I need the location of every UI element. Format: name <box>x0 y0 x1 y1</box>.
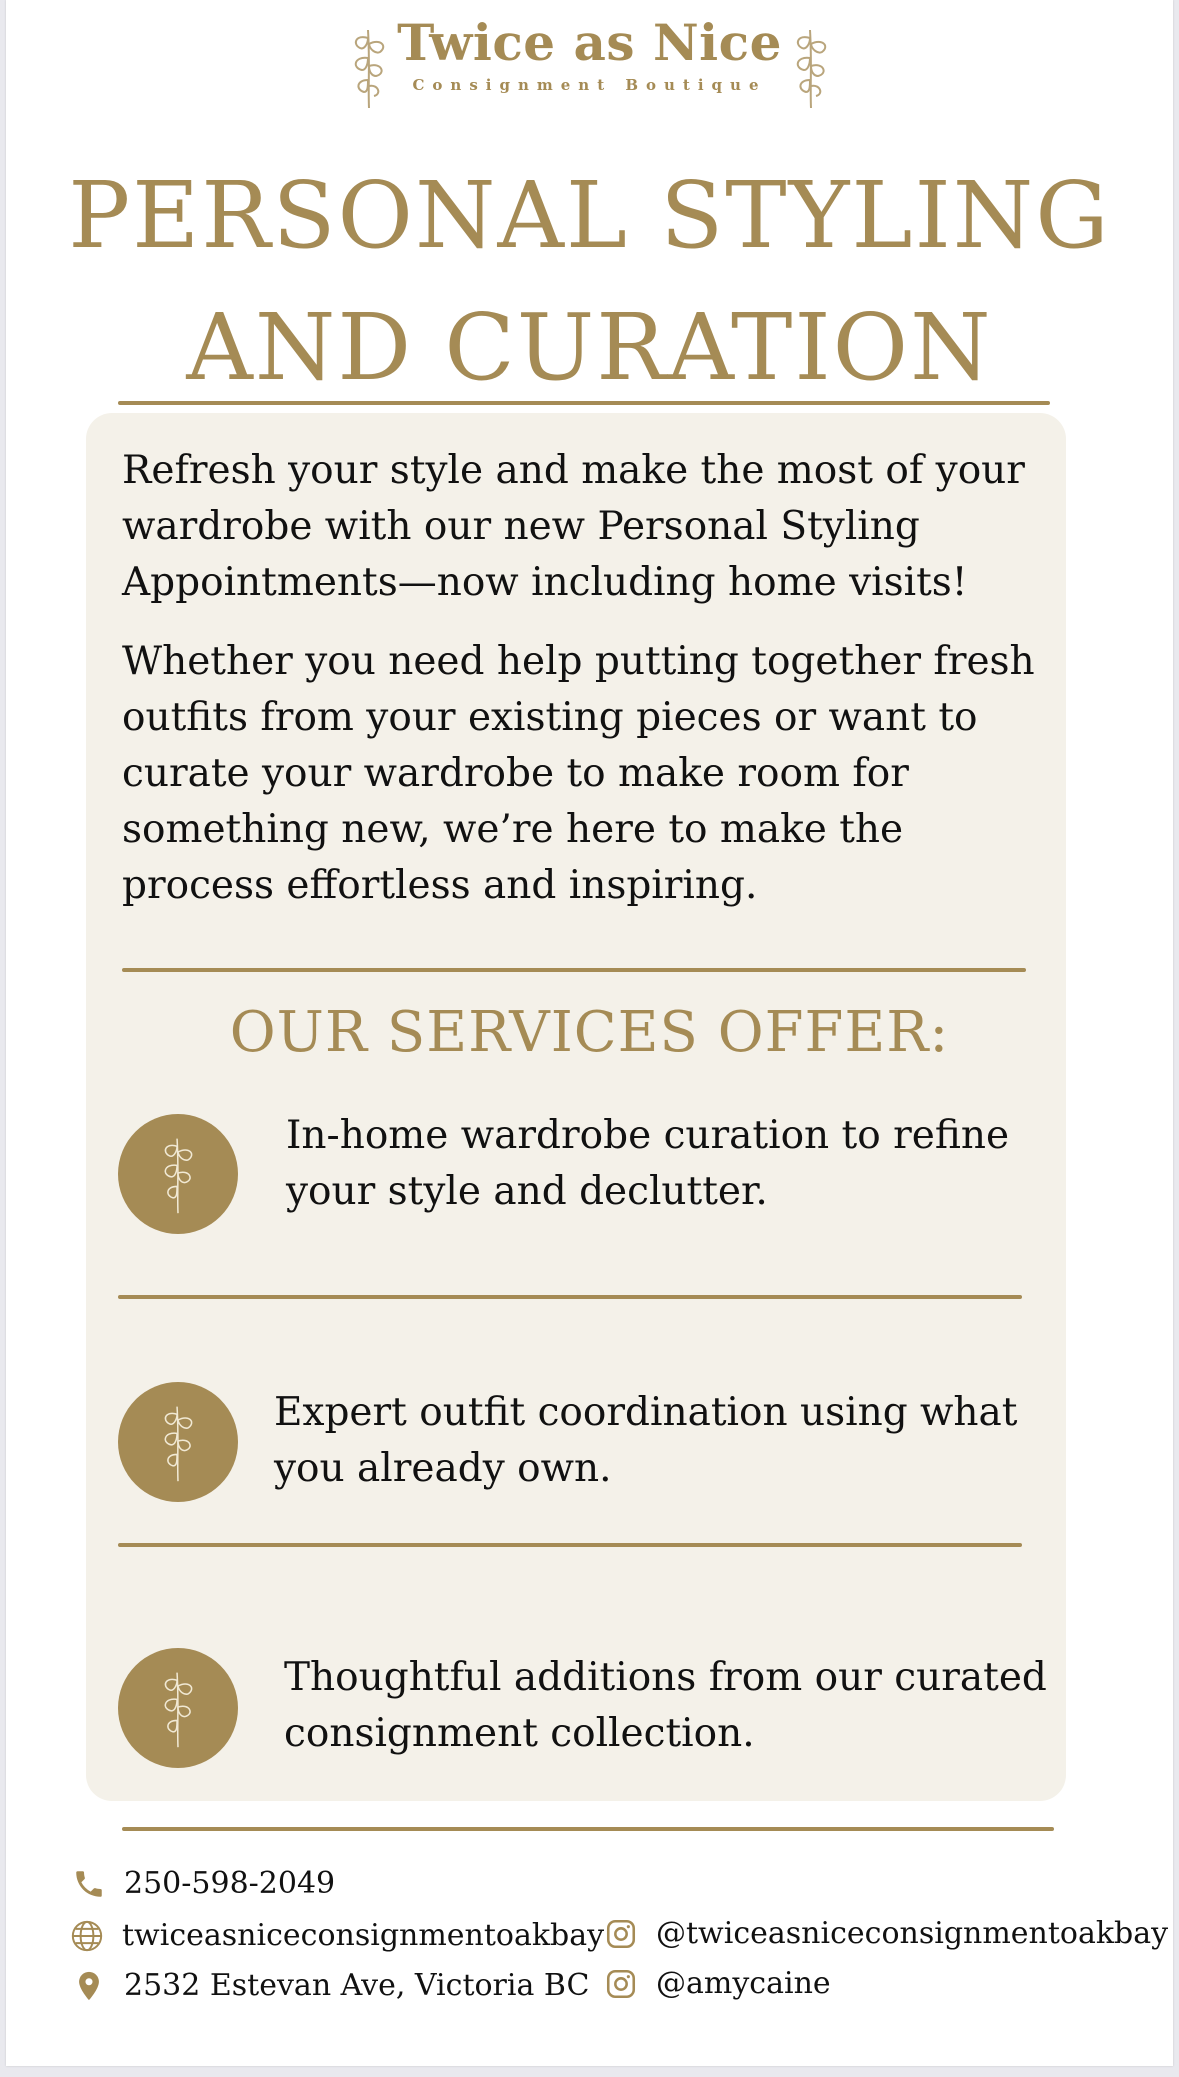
instagram-icon <box>604 1967 638 2001</box>
phone-icon <box>72 1867 106 1901</box>
contact-instagram-2[interactable] <box>604 1966 831 2001</box>
service-2-sprig-icon <box>118 1382 238 1502</box>
content-card <box>86 413 1066 1801</box>
services-title: OUR SERVICES OFFER: <box>229 1000 950 1065</box>
website-text: twiceasniceconsignmentoakbay <box>122 1918 605 1953</box>
divider-service-1 <box>118 1295 1022 1299</box>
location-pin-icon <box>72 1969 106 2003</box>
page-title-line-1: PERSONAL STYLING <box>68 162 1111 269</box>
address-text: 2532 Estevan Ave, Victoria BC <box>124 1968 590 2003</box>
logo-title: Twice as Nice <box>397 13 782 72</box>
logo-subtitle: Consignment Boutique <box>412 76 767 94</box>
service-3-text: Thoughtful additions from our curated consignment collection. <box>284 1655 1047 1756</box>
service-1-text: In-home wardrobe curation to refine your style and declutter. <box>286 1113 1010 1214</box>
intro-paragraph-1: Refresh your style and make the most of your wardrobe with our new Personal Styling Appointments—now including home visits! <box>122 448 1025 605</box>
divider-bottom <box>122 1827 1054 1831</box>
divider-top <box>118 401 1050 405</box>
flyer-page <box>6 0 1173 2066</box>
service-1-sprig-icon <box>118 1114 238 1234</box>
phone-number: 250-598-2049 <box>124 1866 336 1901</box>
divider-services <box>122 968 1026 972</box>
instagram-handle-1: @twiceasniceconsignmentoakbay <box>656 1916 1169 1951</box>
contact-instagram-1[interactable] <box>604 1916 1168 1951</box>
logo <box>6 13 1173 94</box>
service-3-sprig-icon <box>118 1648 238 1768</box>
instagram-handle-2: @amycaine <box>656 1966 831 2001</box>
instagram-icon <box>604 1917 638 1951</box>
divider-service-2 <box>118 1543 1022 1547</box>
service-2-text: Expert outfit coordination using what you already own. <box>274 1390 1018 1491</box>
page-title <box>6 150 1173 414</box>
contact-address[interactable] <box>72 1968 589 2003</box>
intro-paragraph-2: Whether you need help putting together fresh outfits from your existing pieces or want to curate your wardrobe to make room for something new, we’re here to make the process effortless and inspiring. <box>122 639 1035 908</box>
page-title-line-2: AND CURATION <box>186 294 993 401</box>
contact-website[interactable] <box>70 1918 604 1953</box>
globe-icon <box>70 1919 104 1953</box>
contact-phone[interactable] <box>72 1866 335 1901</box>
